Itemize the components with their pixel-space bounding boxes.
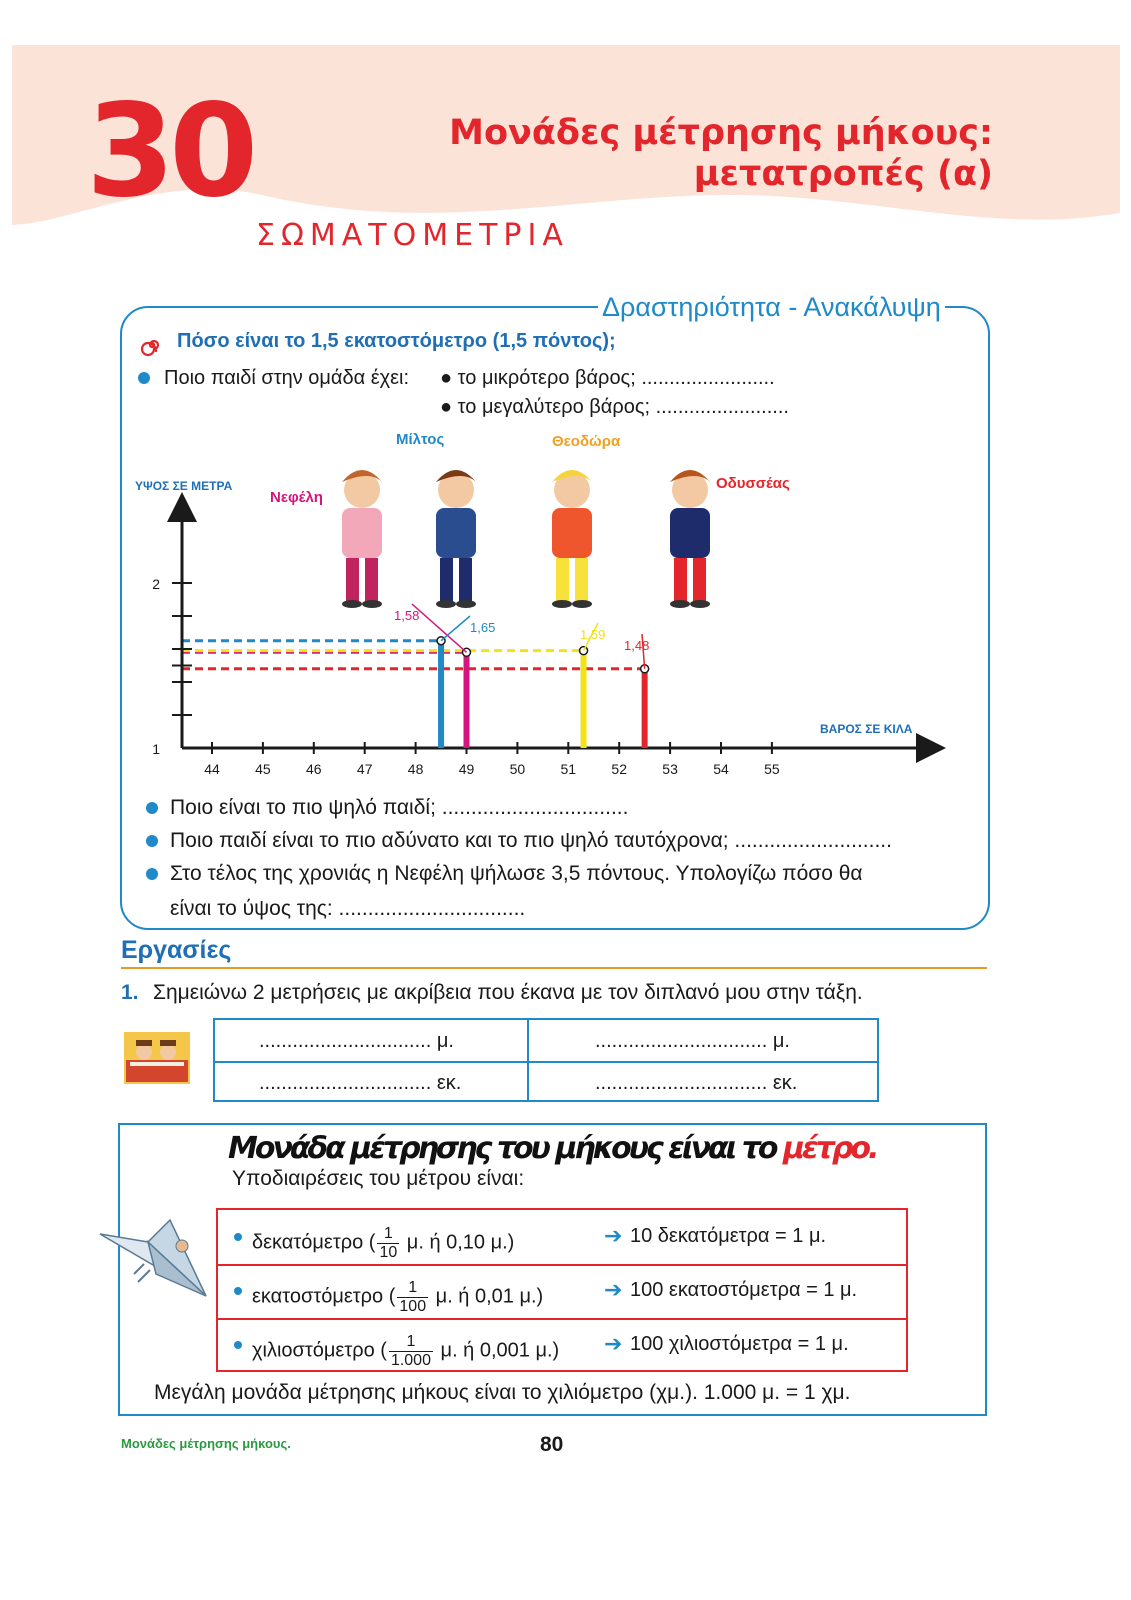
- child-leg: [575, 558, 588, 602]
- child-torso: [552, 508, 592, 558]
- main-question: Πόσο είναι το 1,5 εκατοστόμετρο (1,5 πόντος);: [177, 330, 616, 352]
- child-figure: [342, 470, 382, 608]
- footer-note: Μονάδες μέτρησης μήκους.: [121, 1436, 291, 1451]
- bullet-icon: [146, 802, 158, 814]
- x-tick-label: 54: [713, 761, 729, 777]
- child-shoe: [362, 600, 382, 608]
- x-tick-label: 44: [204, 761, 220, 777]
- unit-equivalence: 100 εκατοστόμετρα = 1 μ.: [630, 1279, 858, 1301]
- info-subtitle: Υποδιαιρέσεις του μέτρου είναι:: [232, 1167, 525, 1190]
- classroom-icon: [124, 1032, 190, 1084]
- question-growth-line1: Στο τέλος της χρονιάς η Νεφέλη ψήλωσε 3,5 πόντους. Υπολογίζω πόσο θα: [170, 862, 863, 885]
- lesson-title-line2: μετατροπές (α): [693, 154, 993, 194]
- data-label: 1,48: [624, 638, 650, 653]
- bullet-icon: [138, 372, 150, 384]
- data-label: 1,58: [394, 608, 420, 623]
- unit-name: [252, 1225, 514, 1261]
- fraction-denominator: 10: [379, 1243, 398, 1261]
- fraction-denominator: 100: [399, 1297, 427, 1315]
- exercise-number: 1.: [121, 981, 139, 1004]
- table-divider: [527, 1020, 529, 1100]
- page-number: 80: [540, 1433, 564, 1456]
- data-label: 1,59: [580, 627, 606, 642]
- y-tick-label: 1: [152, 741, 160, 757]
- x-axis-label: ΒΑΡΟΣ ΣΕ ΚΙΛΑ: [820, 722, 913, 736]
- child-leg: [365, 558, 378, 602]
- unit-name-pre: εκατοστόμετρο (: [252, 1285, 396, 1308]
- height-weight-chart: [120, 430, 980, 790]
- child-torso: [670, 508, 710, 558]
- unit-fraction: [377, 1225, 399, 1261]
- bullet-icon: [146, 835, 158, 847]
- child-leg: [693, 558, 706, 602]
- data-label: 1,65: [470, 620, 496, 635]
- child-shoe: [552, 600, 572, 608]
- question-growth-line2: είναι το ύψος της: ................................: [170, 897, 526, 920]
- child-name-label: Νεφέλη: [270, 489, 323, 506]
- unit-name-post: μ. ή 0,01 μ.): [430, 1285, 544, 1308]
- exercises-rule: [121, 967, 987, 969]
- exercises-title: Εργασίες: [121, 936, 232, 964]
- x-tick-label: 51: [560, 761, 577, 777]
- child-shoe: [436, 600, 456, 608]
- bullet-icon: [234, 1341, 242, 1349]
- unit-name-post: μ. ή 0,10 μ.): [401, 1231, 515, 1254]
- unit-row-decimeter: [218, 1210, 906, 1264]
- x-tick-label: 50: [509, 761, 526, 777]
- fraction-denominator: 1.000: [390, 1351, 431, 1369]
- x-tick-label: 48: [407, 761, 424, 777]
- leader-line: [441, 616, 470, 641]
- fraction-numerator: 1: [389, 1333, 433, 1352]
- spiral-icon: [140, 333, 164, 357]
- unit-name: [252, 1279, 543, 1315]
- unit-name: [252, 1333, 559, 1369]
- exercise-text: Σημειώνω 2 μετρήσεις με ακρίβεια που έκανα με τον διπλανό μου στην τάξη.: [153, 981, 863, 1004]
- child-name-label: Οδυσσέας: [716, 475, 790, 492]
- info-heading: [228, 1131, 876, 1166]
- child-torso: [436, 508, 476, 558]
- question-lead: Ποιο παιδί στην ομάδα έχει:: [164, 367, 410, 389]
- question-min-weight: ● το μικρότερο βάρος; ........................: [440, 367, 775, 389]
- bullet-icon: [234, 1287, 242, 1295]
- table-divider: [215, 1061, 877, 1063]
- child-leg: [556, 558, 569, 602]
- child-figure: [670, 470, 710, 608]
- x-tick-label: 46: [306, 761, 322, 777]
- chart-marks: [394, 604, 649, 748]
- x-tick-label: 47: [356, 761, 373, 777]
- unit-label: ΣΩΜΑΤΟΜΕΤΡΙΑ: [256, 218, 569, 253]
- chart-guides: [182, 641, 645, 669]
- child-shoe: [690, 600, 710, 608]
- child-shoe: [670, 600, 690, 608]
- x-tick-label: 53: [662, 761, 678, 777]
- measurement-cell-cm-1[interactable]: ............................... εκ.: [259, 1072, 462, 1094]
- lesson-number: 30: [86, 77, 253, 226]
- info-heading-main: Μονάδα μέτρησης του μήκους είναι το: [228, 1131, 776, 1166]
- y-tick-label: 2: [152, 576, 160, 592]
- question-max-weight: ● το μεγαλύτερο βάρος; ........................: [440, 396, 789, 418]
- activity-heading-rule: [150, 306, 596, 308]
- child-shoe: [572, 600, 592, 608]
- x-tick-label: 55: [764, 761, 780, 777]
- fraction-numerator: 1: [377, 1225, 399, 1244]
- child-name-label: Μίλτος: [396, 431, 445, 448]
- bullet-icon: [234, 1233, 242, 1241]
- question-tallest: Ποιο είναι το πιο ψηλό παιδί; ................................: [170, 796, 629, 819]
- unit-row-centimeter: [218, 1264, 906, 1318]
- children-illustrations: [270, 431, 790, 608]
- units-table: [216, 1208, 908, 1372]
- fraction-numerator: 1: [397, 1279, 428, 1298]
- unit-fraction: [389, 1333, 433, 1369]
- question-max-weight-text: το μεγαλύτερο βάρος; ........................: [457, 396, 789, 418]
- question-min-weight-text: το μικρότερο βάρος; ........................: [457, 367, 775, 389]
- child-figure: [436, 470, 476, 608]
- y-axis-label: ΥΨΟΣ ΣΕ ΜΕΤΡΑ: [135, 479, 233, 493]
- x-tick-label: 45: [255, 761, 271, 777]
- x-tick-label: 49: [458, 761, 475, 777]
- child-figure: [552, 470, 592, 608]
- paper-plane-icon: [98, 1212, 210, 1302]
- data-point: [580, 647, 588, 655]
- x-tick-label: 52: [611, 761, 627, 777]
- child-torso: [342, 508, 382, 558]
- child-shoe: [456, 600, 476, 608]
- bullet-icon: [146, 868, 158, 880]
- child-leg: [440, 558, 453, 602]
- unit-equivalence: 10 δεκατόμετρα = 1 μ.: [630, 1225, 827, 1247]
- child-name-label: Θεοδώρα: [552, 433, 621, 450]
- child-leg: [346, 558, 359, 602]
- unit-name-post: μ. ή 0,001 μ.): [434, 1339, 560, 1362]
- unit-name-pre: δεκατόμετρο (: [252, 1231, 376, 1254]
- measurement-cell-meters-2[interactable]: ............................... μ.: [595, 1030, 790, 1052]
- info-heading-accent: μέτρο.: [782, 1131, 877, 1166]
- child-shoe: [342, 600, 362, 608]
- child-leg: [459, 558, 472, 602]
- measurement-cell-meters-1[interactable]: ............................... μ.: [259, 1030, 454, 1052]
- unit-row-millimeter: [218, 1318, 906, 1372]
- lesson-title-line1: Μονάδες μέτρησης μήκους:: [449, 113, 993, 153]
- activity-heading: Δραστηριότητα - Ανακάλυψη: [598, 292, 945, 323]
- arrow-right-icon: ➔: [604, 1223, 623, 1248]
- unit-fraction: [397, 1279, 428, 1315]
- question-thin-tall: Ποιο παιδί είναι το πιο αδύνατο και το πιο ψηλό ταυτόχρονα; ...........................: [170, 829, 892, 852]
- arrow-right-icon: ➔: [604, 1277, 623, 1302]
- unit-name-pre: χιλιοστόμετρο (: [252, 1339, 387, 1362]
- measurement-cell-cm-2[interactable]: ............................... εκ.: [595, 1072, 798, 1094]
- info-footer: Μεγάλη μονάδα μέτρησης μήκους είναι το χιλιόμετρο (χμ.). 1.000 μ. = 1 χμ.: [154, 1381, 851, 1404]
- child-leg: [674, 558, 687, 602]
- measurements-table: [213, 1018, 879, 1102]
- arrow-right-icon: ➔: [604, 1331, 623, 1356]
- unit-equivalence: 100 χιλιοστόμετρα = 1 μ.: [630, 1333, 849, 1355]
